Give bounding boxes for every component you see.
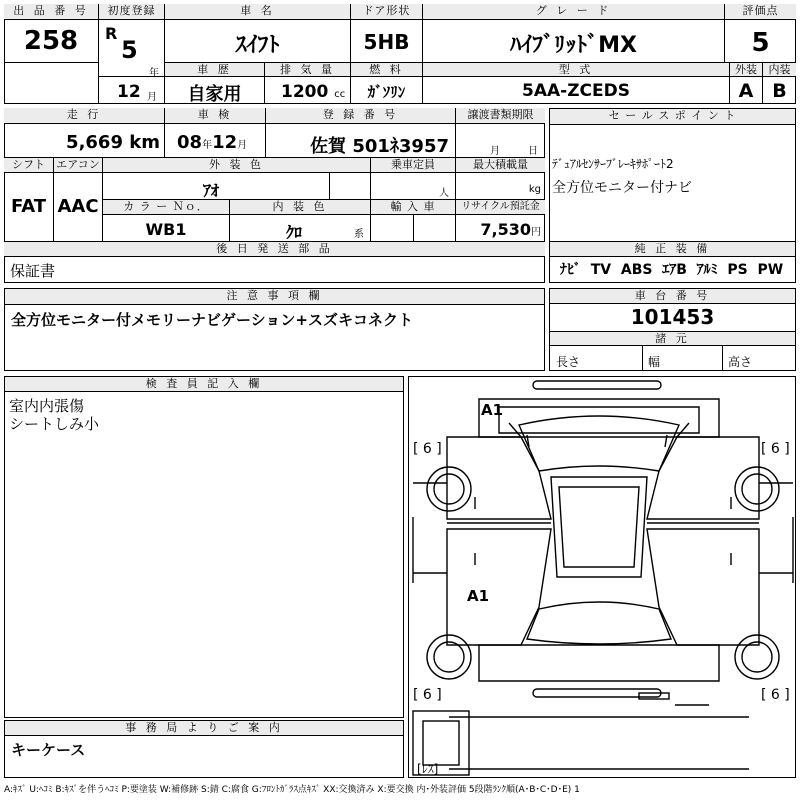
equip-section [549,242,796,283]
ac: AAC [57,196,99,217]
ext-rating-label: 外装 [730,63,762,77]
registration-label: 登 録 番 号 [266,108,455,124]
tire-rr-label: [ 6 ] [761,687,790,703]
tire-fr-label: [ 6 ] [761,441,790,457]
mileage-value: 5,669 [66,132,123,153]
height-label: 高さ [728,355,753,369]
transfer-month-unit: 月 [490,146,500,157]
inspector-line-2: シートしみ小 [9,415,100,433]
inspector-label: 検 査 員 記 入 欄 [5,377,403,392]
ext-color: ｱｵ [203,181,220,200]
import-label: 輸 入 車 [371,200,455,215]
recycle-value: 7,530 [480,220,531,239]
history-label: 車 歴 [165,63,264,77]
damage-diagram [408,376,796,778]
recycle-section [456,200,545,242]
capacity-label: 乗車定員 [371,158,455,173]
int-color-label: 内 装 色 [230,200,370,215]
displacement-label: 排 気 量 [265,63,350,77]
right-rear-fender [647,529,759,645]
ext-rating: A [738,80,754,102]
history-section [165,62,265,104]
notes-section [4,288,545,371]
office-label: 事 務 局 よ り ご 案 内 [5,721,403,736]
dims-div-1 [642,346,643,370]
model-section [423,62,730,104]
rear-glass [527,602,671,644]
reg-year-unit: 年 [149,68,159,79]
lot-section [4,4,99,104]
grade: ﾊｲﾌﾞﾘｯﾄﾞMX [510,33,637,58]
int-rating-label: 内装 [763,63,796,77]
fuel-label: 燃 料 [351,63,422,77]
insp-year: 08 [177,132,203,153]
inspector-line-1: 室内内張傷 [9,397,85,415]
legend: A:ｷｽﾞ U:ﾍｺﾐ B:ｷｽﾞを伴うﾍｺﾐ P:要塗装 W:補修跡 S:錆 C:腐食 G:ﾌﾛﾝﾄｶﾞﾗｽ点ｷｽﾞ XX:交換済み X:要交換 内･外装評価 5段階ﾗﾝｸ順(A･B･C･D･E) 1 [4,785,580,795]
car-name-label: 車 名 [165,4,350,20]
mileage-section [4,108,165,158]
tire-rl-label: [ 6 ] [413,687,442,703]
sales-point-1: ﾃﾞｭｱﾙｾﾝｻｰﾌﾞﾚｰｷｻﾎﾟｰﾄ2 [552,157,674,171]
fuel: ｶﾞｿﾘﾝ [367,83,406,101]
shift-section [4,158,54,242]
ext-color-sub-divider [329,173,330,200]
displacement-section [265,62,351,104]
door-section [351,4,423,62]
ext-color-section [103,158,371,200]
int-color: ｸﾛ [286,223,303,242]
model: 5AA-ZCEDS [522,81,630,101]
equip-list: ﾅﾋﾞ TV ABS ｴｱB ｱﾙﾐ PS PW [560,262,784,278]
tire-fl-label: [ 6 ] [413,441,442,457]
mileage-unit: km [129,132,160,153]
history: 自家用 [187,84,242,105]
lot-number: 258 [23,26,79,56]
score-label: 評価点 [725,4,796,20]
equip-label: 純 正 装 備 [550,242,795,257]
inspection-label: 車 検 [165,108,265,124]
import-section [371,200,456,242]
spare-label: [ﾚｽ] [417,762,439,776]
roof [551,477,647,577]
sales-label: セ ー ル ス ポ イ ン ト [550,109,795,125]
registration-section [266,108,456,158]
shift: FAT [10,196,47,217]
inspection-section [165,108,266,158]
displacement-value: 1200 [281,82,329,102]
lot-divider [4,62,98,63]
later-section [4,242,545,283]
insp-year-unit: 年 [202,140,213,151]
ext-color-label: 外 装 色 [103,158,370,173]
mark-rear: A1 [467,587,490,605]
car-outline-svg [409,377,797,779]
right-front-fender [647,437,759,519]
inspection-date [177,132,247,153]
load-unit: kg [528,184,541,195]
car-name-section [165,4,351,62]
color-no: WB1 [145,220,187,239]
office-text: キーケース [11,741,86,759]
recycle [480,220,541,239]
chassis-section [549,288,796,371]
ac-section [54,158,103,242]
recycle-label: リサイクル預託金 [456,200,545,215]
transfer-label: 譲渡書類期限 [456,108,545,124]
grade-label: グ レ ー ド [423,4,724,20]
recycle-unit: 円 [531,227,541,238]
capacity-section [371,158,456,200]
inspector-section [4,376,404,718]
chassis-label: 車 台 番 号 [550,289,795,304]
later-label: 後 日 発 送 部 品 [4,242,545,257]
int-color-unit: 系 [354,229,364,240]
color-no-label: カ ラ ー Ｎｏ． [103,200,229,215]
mark-front: A1 [481,401,504,419]
insp-month: 12 [212,132,238,153]
transfer-section [456,108,545,158]
front-bumper [533,381,661,389]
capacity-unit: 人 [439,188,449,199]
color-no-section [103,200,230,242]
int-rating: B [772,80,787,102]
dims-div-2 [722,346,723,370]
grade-section [423,4,725,62]
chassis-number: 101453 [630,305,715,329]
office-section [4,720,404,778]
reg-month: 12 [117,82,141,102]
later-parts: 保証書 [10,262,56,280]
import-sub-divider [413,215,414,242]
car-name: ｽｲﾌﾄ [235,33,280,58]
insp-month-unit: 月 [237,140,248,151]
mileage-label: 走 行 [4,108,164,124]
first-reg-section [99,4,165,104]
ac-label: エアコン [54,158,102,173]
dims-label: 諸 元 [550,331,795,346]
mileage [66,132,160,153]
door-label: ドア形状 [351,4,422,20]
rear-panel [479,645,719,681]
load-label: 最大積載量 [456,158,545,173]
transfer-day-unit: 日 [528,146,538,157]
left-rear-fender [447,529,551,645]
reg-divider [99,76,164,77]
lot-label: 出 品 番 号 [4,4,98,20]
notes-text: 全方位モニター付メモリーナビゲーション+スズキコネクト [11,311,413,329]
notes-label: 注 意 事 項 欄 [5,289,544,305]
width-label: 幅 [648,355,661,369]
roof-inner [559,487,639,567]
int-rating-section [763,62,796,104]
sales-point-2: 全方位モニター付ナビ [552,180,692,196]
hood-panel [479,399,719,437]
hood-inner [499,407,699,433]
model-label: 型 式 [423,63,729,77]
door-type: 5HB [363,30,410,54]
reg-year: 5 [121,36,138,64]
shift-label: シフト [4,158,53,173]
ext-rating-section [730,62,763,104]
first-reg-label: 初度登録 [99,4,164,20]
load-section [456,158,545,200]
length-label: 長さ [556,355,581,369]
fuel-section [351,62,423,104]
displacement-unit: cc [334,89,346,100]
windshield [519,416,679,471]
score-section [725,4,796,62]
int-color-section [230,200,371,242]
sales-section [549,108,796,242]
score: 5 [751,28,770,58]
reg-month-unit: 月 [147,92,157,103]
era: R [105,24,118,43]
registration-number: 佐賀 501ﾈ3957 [310,136,449,157]
displacement [281,82,345,102]
